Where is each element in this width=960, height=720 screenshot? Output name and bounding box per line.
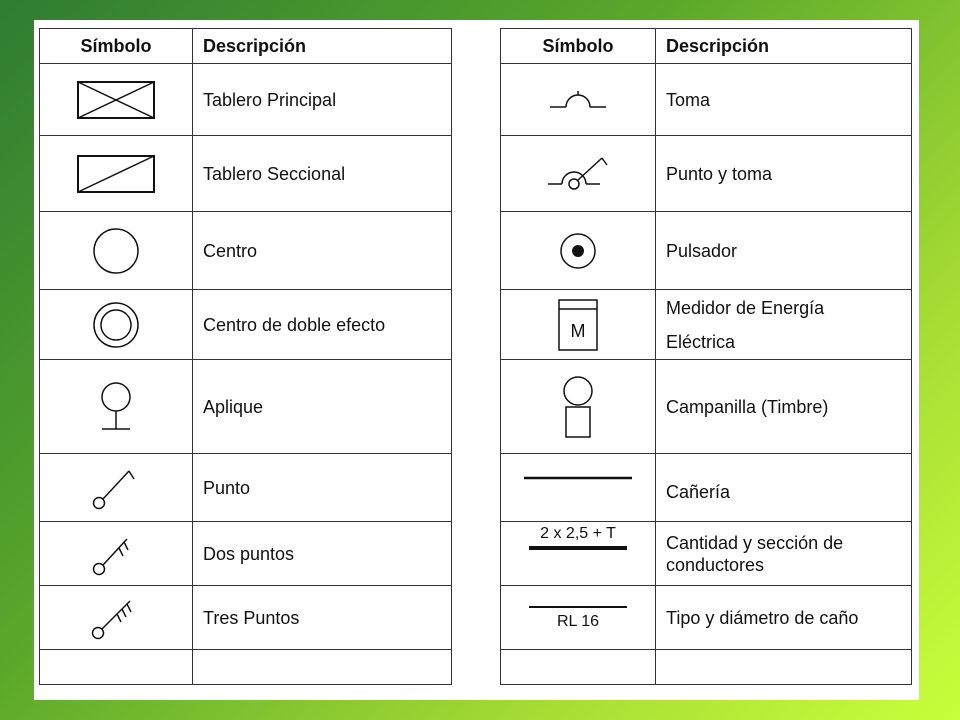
- description-cell: [193, 650, 452, 685]
- description-header: Descripción: [193, 29, 452, 64]
- bell-icon: [561, 375, 595, 439]
- description-cell: [656, 290, 912, 360]
- symbol-cell: [501, 522, 656, 586]
- description-cell: Centro de doble efecto: [193, 290, 452, 360]
- symbol-cell: [40, 586, 193, 650]
- symbol-cell: [40, 212, 193, 290]
- symbol-header: Símbolo: [501, 29, 656, 64]
- conductors-label: 2 x 2,5 + T: [540, 525, 616, 542]
- symbol-cell: [40, 454, 193, 522]
- description-cell: Aplique: [193, 360, 452, 454]
- table-row: [40, 522, 452, 586]
- header-row: [501, 29, 912, 64]
- symbol-cell: [501, 360, 656, 454]
- pipe-type-label: RL 16: [556, 612, 600, 630]
- header-row: [40, 29, 452, 64]
- table-row: [501, 290, 912, 360]
- pipe-type-icon: [528, 605, 628, 609]
- switch-outlet-icon: [546, 154, 610, 194]
- description-cell: [656, 650, 912, 685]
- symbol-sheet: [34, 20, 919, 700]
- description-cell: Toma: [656, 64, 912, 136]
- switch-icon: [91, 465, 141, 511]
- table-row: [40, 290, 452, 360]
- description-cell: Campanilla (Timbre): [656, 360, 912, 454]
- table-row: [501, 522, 912, 586]
- symbol-header: Símbolo: [40, 29, 193, 64]
- description-cell: Cantidad y sección de conductores: [656, 522, 912, 586]
- table-row: [501, 136, 912, 212]
- main-panel-icon: [76, 80, 156, 120]
- description-cell: Dos puntos: [193, 522, 452, 586]
- table-row: [40, 136, 452, 212]
- symbol-cell: [501, 212, 656, 290]
- table-row: [40, 454, 452, 522]
- symbol-cell: [501, 650, 656, 685]
- table-row: [40, 212, 452, 290]
- description-cell: Tablero Seccional: [193, 136, 452, 212]
- conduit-icon: [523, 476, 633, 480]
- symbol-cell: [501, 136, 656, 212]
- description-line-2: Eléctrica: [666, 331, 736, 352]
- description-cell: Cañería: [656, 454, 912, 522]
- symbol-cell: [40, 64, 193, 136]
- description-cell: Tipo y diámetro de caño: [656, 586, 912, 650]
- table-row-empty: [40, 650, 452, 685]
- push-button-icon: [558, 231, 598, 271]
- double-switch-icon: [91, 531, 141, 577]
- symbol-cell: [40, 290, 193, 360]
- symbol-cell: [40, 650, 193, 685]
- description-cell: Tres Puntos: [193, 586, 452, 650]
- description-line-1: Medidor de Energía: [666, 297, 825, 318]
- description-cell: Pulsador: [656, 212, 912, 290]
- description-cell: Punto: [193, 454, 452, 522]
- description-cell: Centro: [193, 212, 452, 290]
- double-center-icon: [91, 300, 141, 350]
- table-row-empty: [501, 650, 912, 685]
- wall-light-icon: [96, 381, 136, 433]
- table-row: [501, 64, 912, 136]
- table-row: [501, 360, 912, 454]
- description-cell: Punto y toma: [656, 136, 912, 212]
- symbol-cell: [40, 522, 193, 586]
- table-row: [40, 360, 452, 454]
- outlet-icon: [548, 89, 608, 111]
- triple-switch-icon: [90, 595, 142, 641]
- description-header: Descripción: [656, 29, 912, 64]
- symbol-cell: [501, 454, 656, 522]
- table-row: [40, 64, 452, 136]
- description-cell: Tablero Principal: [193, 64, 452, 136]
- symbol-cell: [40, 136, 193, 212]
- meter-letter: M: [570, 320, 586, 341]
- conductors-icon: [528, 545, 628, 551]
- table-row: [501, 212, 912, 290]
- symbol-cell: [501, 290, 656, 360]
- center-icon: [91, 226, 141, 276]
- meter-icon: [558, 299, 598, 351]
- table-row: [40, 586, 452, 650]
- left-symbol-table: [39, 28, 452, 685]
- table-row: [501, 586, 912, 650]
- right-symbol-table: [500, 28, 912, 685]
- symbol-cell: [40, 360, 193, 454]
- symbol-cell: [501, 586, 656, 650]
- sectional-panel-icon: [76, 154, 156, 194]
- table-row: [501, 454, 912, 522]
- symbol-cell: [501, 64, 656, 136]
